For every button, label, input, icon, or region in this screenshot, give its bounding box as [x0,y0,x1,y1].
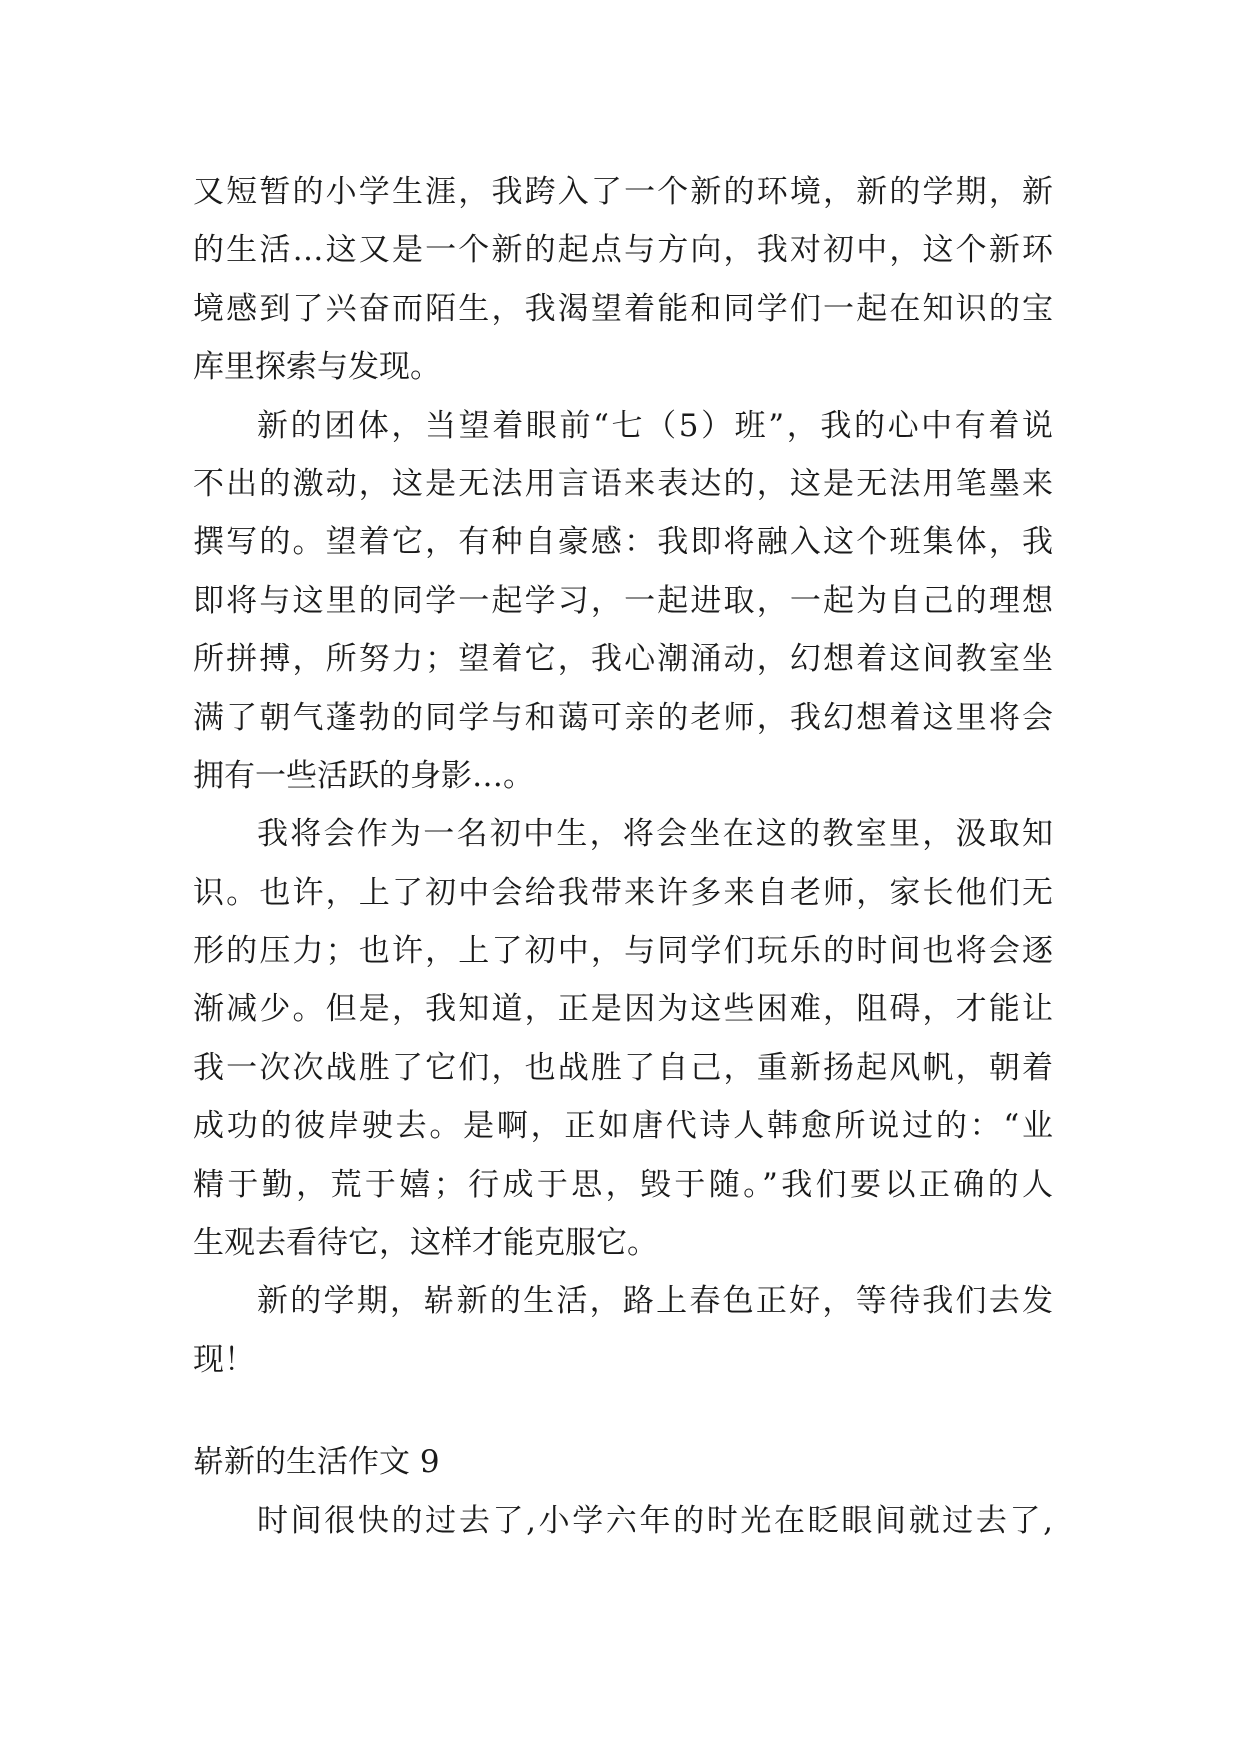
text-line: 渐减少。但是，我知道，正是因为这些困难，阻碍，才能让 [193,991,1053,1028]
paragraph-3 [193,805,1053,1272]
text-line: 现！ [193,1341,255,1378]
section-title: 崭新的生活作文 9 [193,1444,440,1481]
section-gap [193,1389,1053,1433]
text-line: 生观去看待它，这样才能克服它。 [193,1225,658,1262]
text-line: 我将会作为一名初中生，将会坐在这的教室里，汲取知 [257,816,1053,853]
text-line: 形的压力；也许，上了初中，与同学们玩乐的时间也将会逐 [193,933,1053,970]
text-line: 撰写的。望着它，有种自豪感：我即将融入这个班集体，我 [193,524,1053,561]
text-line: 成功的彼岸驶去。是啊，正如唐代诗人韩愈所说过的：“业 [193,1108,1053,1145]
text-line: 即将与这里的同学一起学习，一起进取，一起为自己的理想 [193,582,1053,619]
text-line: 又短暂的小学生涯，我跨入了一个新的环境，新的学期，新 [193,174,1053,210]
text-line: 库里探索与发现。 [193,349,441,386]
essay-body [193,163,1053,1550]
text-line: 不出的激动，这是无法用言语来表达的，这是无法用笔墨来 [193,465,1053,502]
text-line: 识。也许，上了初中会给我带来许多来自老师，家长他们无 [193,874,1053,911]
paragraph-5 [193,1492,1053,1550]
text-line: 满了朝气蓬勃的同学与和蔼可亲的老师，我幻想着这里将会 [193,699,1053,736]
paragraph-2 [193,397,1053,806]
text-line: 的生活…这又是一个新的起点与方向，我对初中，这个新环 [193,232,1053,269]
text-line: 新的团体，当望着眼前“七（5）班”，我的心中有着说 [257,407,1053,444]
text-line: 我一次次战胜了它们，也战胜了自己，重新扬起风帆，朝着 [193,1049,1053,1086]
paragraph-1 [193,163,1053,397]
text-line: 境感到了兴奋而陌生，我渴望着能和同学们一起在知识的宝 [193,290,1053,327]
paragraph-4 [193,1272,1053,1389]
text-line: 新的学期，崭新的生活，路上春色正好，等待我们去发 [257,1283,1053,1320]
text-line: 时间很快的过去了,小学六年的时光在眨眼间就过去了, [257,1502,1053,1539]
text-line: 精于勤，荒于嬉；行成于思，毁于随。”我们要以正确的人 [193,1166,1053,1203]
text-line: 拥有一些活跃的身影…。 [193,757,534,794]
text-line: 所拼搏，所努力；望着它，我心潮涌动，幻想着这间教室坐 [193,641,1053,678]
